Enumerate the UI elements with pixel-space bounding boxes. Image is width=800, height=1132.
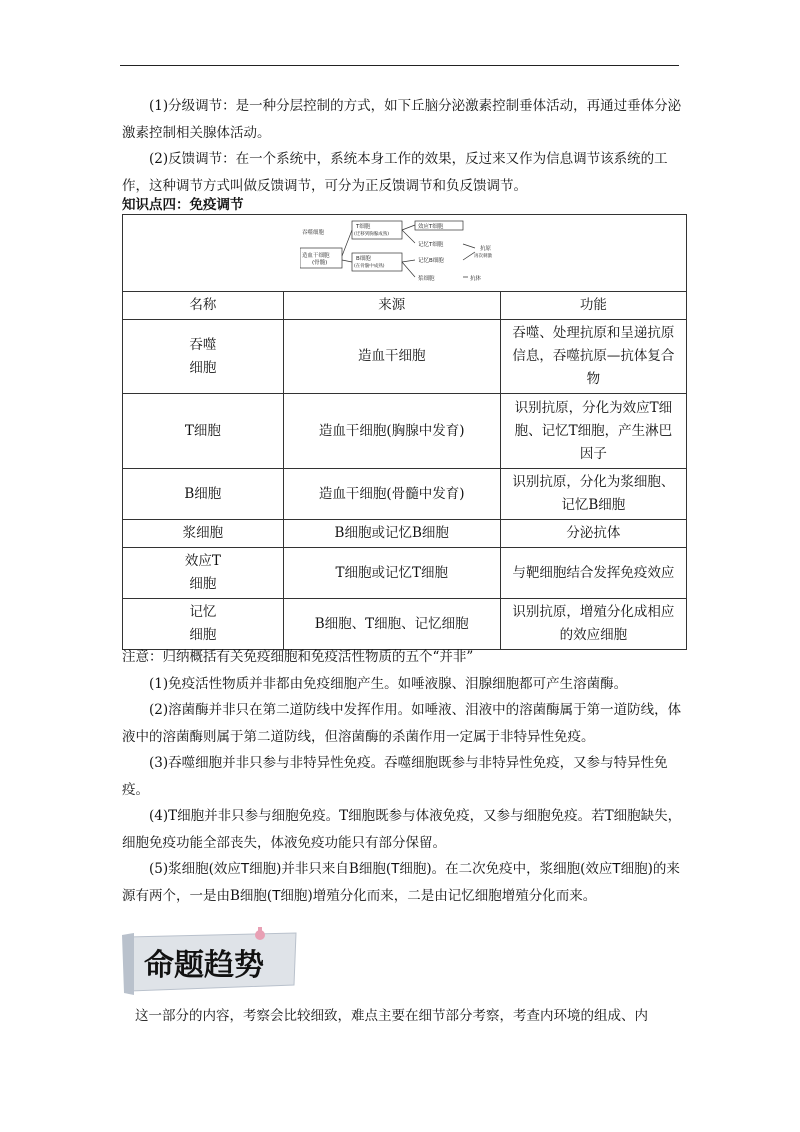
trend-text: 这一部分的内容，考察会比较细致，难点主要在细节部分考察，考查内环境的组成、内 xyxy=(135,1008,648,1024)
table-row xyxy=(123,599,687,650)
note-section xyxy=(122,644,687,909)
trend-banner xyxy=(118,925,303,999)
diagram-antibody: 抗体 xyxy=(469,275,481,282)
row-function: 分泌抗体 xyxy=(500,520,686,548)
table-row xyxy=(123,548,687,599)
note-item-1: (1)免疫活性物质并非都由免疫细胞产生。如唾液腺、泪腺细胞都可产生溶菌酶。 xyxy=(149,675,628,692)
table-row xyxy=(123,394,687,469)
diagram-antigen: 抗原 xyxy=(479,245,491,252)
immune-diagram-cell xyxy=(123,215,687,292)
immune-cells-table xyxy=(122,214,687,650)
row-source: 造血干细胞(胸腺中发育) xyxy=(283,394,500,469)
row-source: T细胞或记忆T细胞 xyxy=(283,548,500,599)
row-source: 造血干细胞 xyxy=(283,320,500,394)
trend-paragraph xyxy=(122,1003,687,1029)
row-source: B细胞或记忆B细胞 xyxy=(283,520,500,548)
row-name: 浆细胞 xyxy=(123,520,284,548)
note-item-5: (5)浆细胞(效应T细胞)并非只来自B细胞(T细胞)。在二次免疫中，浆细胞(效应T细胞)的来源有两个，一是由B细胞(T细胞)增殖分化而来，二是由记忆细胞增殖分化而来。 xyxy=(122,861,680,904)
row-function: 与靶细胞结合发挥免疫效应 xyxy=(500,548,686,599)
row-name: T细胞 xyxy=(123,394,284,469)
table-header-row xyxy=(123,292,687,320)
section-heading: 知识点四：免疫调节 xyxy=(122,197,244,213)
row-name: 记忆 细胞 xyxy=(123,599,284,650)
diagram-t-cell: T细胞 xyxy=(355,223,370,230)
table-row xyxy=(123,469,687,520)
row-function: 吞噬、处理抗原和呈递抗原信息，吞噬抗原—抗体复合物 xyxy=(500,320,686,394)
note-item-4: (4)T细胞并非只参与细胞免疫。T细胞既参与体液免疫，又参与细胞免疫。若T细胞缺失，细胞免疫功能全部丧失，体液免疫功能只有部分保留。 xyxy=(122,808,682,851)
diagram-t-sub: (迁移到胸腺成熟) xyxy=(353,231,389,237)
diagram-effector-t: 效应T细胞 xyxy=(417,223,443,230)
intro-p2: (2)反馈调节：在一个系统中，系统本身工作的效果，反过来又作为信息调节该系统的工作，这种调节方式叫做反馈调节，可分为正反馈调节和负反馈调节。 xyxy=(122,151,668,194)
row-source: B细胞、T细胞、记忆细胞 xyxy=(283,599,500,650)
note-item-2: (2)溶菌酶并非只在第二道防线中发挥作用。如唾液、泪液中的溶菌酶属于第一道防线，体液中的溶菌酶则属于第二道防线，但溶菌酶的杀菌作用一定属于非特异性免疫。 xyxy=(122,702,682,745)
row-function: 识别抗原，分化为效应T细胞、记忆T细胞，产生淋巴因子 xyxy=(500,394,686,469)
banner-title: 命题趋势 xyxy=(144,948,264,983)
diagram-antigen-sub: 再次刺激 xyxy=(473,253,492,259)
immune-pathway-diagram xyxy=(300,220,510,290)
intro-paragraphs xyxy=(122,93,682,199)
diagram-b-cell: B细胞 xyxy=(355,255,371,262)
diagram-memory-t: 记忆T细胞 xyxy=(417,241,443,248)
header-rule xyxy=(120,65,679,66)
diagram-origin-sub: (骨髓) xyxy=(311,259,327,266)
diagram-plasma: 浆细胞 xyxy=(417,275,435,282)
note-item-3: (3)吞噬细胞并非只参与非特异性免疫。吞噬细胞既参与非特异性免疫，又参与特异性免疫。 xyxy=(122,755,668,798)
row-name: B细胞 xyxy=(123,469,284,520)
row-name: 效应T 细胞 xyxy=(123,548,284,599)
table-row xyxy=(123,520,687,548)
row-function: 识别抗原，分化为浆细胞、记忆B细胞 xyxy=(500,469,686,520)
note-title: 注意：归纳概括有关免疫细胞和免疫活性物质的五个“并非” xyxy=(122,649,474,665)
header-name: 名称 xyxy=(123,292,284,320)
diagram-origin: 造血干细胞 xyxy=(301,252,330,259)
row-name: 吞噬 细胞 xyxy=(123,320,284,394)
header-source: 来源 xyxy=(283,292,500,320)
intro-p1: (1)分级调节：是一种分层控制的方式，如下丘脑分泌激素控制垂体活动，再通过垂体分泌激素控制相关腺体活动。 xyxy=(122,98,682,141)
diagram-memory-b: 记忆B细胞 xyxy=(417,257,444,264)
row-function: 识别抗原，增殖分化成相应的效应细胞 xyxy=(500,599,686,650)
row-source: 造血干细胞(骨髓中发育) xyxy=(283,469,500,520)
diagram-b-sub: (在骨髓中成熟) xyxy=(353,263,385,269)
diagram-phagocyte: 吞噬细胞 xyxy=(301,229,324,236)
header-function: 功能 xyxy=(500,292,686,320)
pin-stem-icon xyxy=(258,927,262,936)
banner-accent xyxy=(122,933,134,995)
table-row xyxy=(123,320,687,394)
